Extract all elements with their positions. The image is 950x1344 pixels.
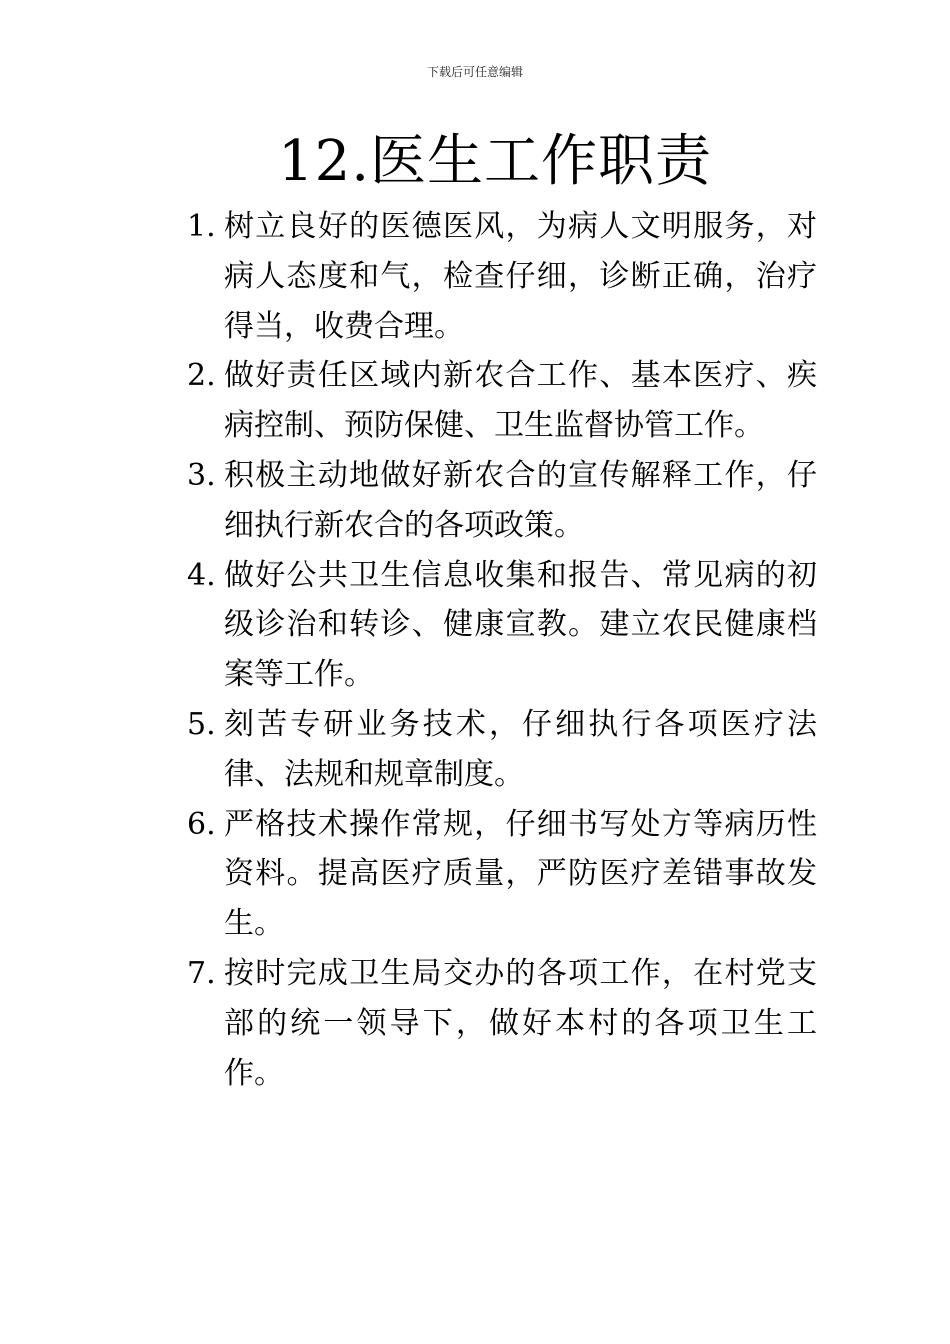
duty-number: 7. xyxy=(187,955,216,991)
duty-item-7 xyxy=(187,949,817,1098)
duty-text: 刻苦专研业务技术，仔细执行各项医疗法律、法规和规章制度。 xyxy=(224,706,817,792)
duty-number: 6. xyxy=(187,806,216,842)
duty-item-2 xyxy=(187,351,817,451)
duty-text: 积极主动地做好新农合的宣传解释工作，仔细执行新农合的各项政策。 xyxy=(224,457,817,543)
duty-item-5 xyxy=(187,700,817,800)
duty-text: 按时完成卫生局交办的各项工作，在村党支部的统一领导下，做好本村的各项卫生工作。 xyxy=(224,955,817,1091)
duty-number: 3. xyxy=(187,457,216,493)
duty-text: 做好公共卫生信息收集和报告、常见病的初级诊治和转诊、健康宣教。建立农民健康档案等工作。 xyxy=(224,557,817,693)
page-header-note: 下载后可任意编辑 xyxy=(426,65,523,79)
duty-text: 树立良好的医德医风，为病人文明服务，对病人态度和气，检查仔细，诊断正确，治疗得当，收费合理。 xyxy=(224,209,817,344)
duty-text: 严格技术操作常规，仔细书写处方等病历性资料。提高医疗质量，严防医疗差错事故发生。 xyxy=(224,806,817,942)
duty-number: 1. xyxy=(187,209,216,244)
duty-number: 5. xyxy=(187,706,216,742)
document-title: 12.医生工作职责 xyxy=(277,129,713,194)
duty-item-4 xyxy=(187,551,817,700)
duty-number: 2. xyxy=(187,358,216,394)
duty-item-6 xyxy=(187,800,817,949)
duty-text: 做好责任区域内新农合工作、基本医疗、疾病控制、预防保健、卫生监督协管工作。 xyxy=(224,358,817,444)
duty-item-3 xyxy=(187,451,817,551)
duty-number: 4. xyxy=(187,557,216,593)
duty-list xyxy=(187,202,817,1098)
duty-item-1 xyxy=(187,202,817,351)
